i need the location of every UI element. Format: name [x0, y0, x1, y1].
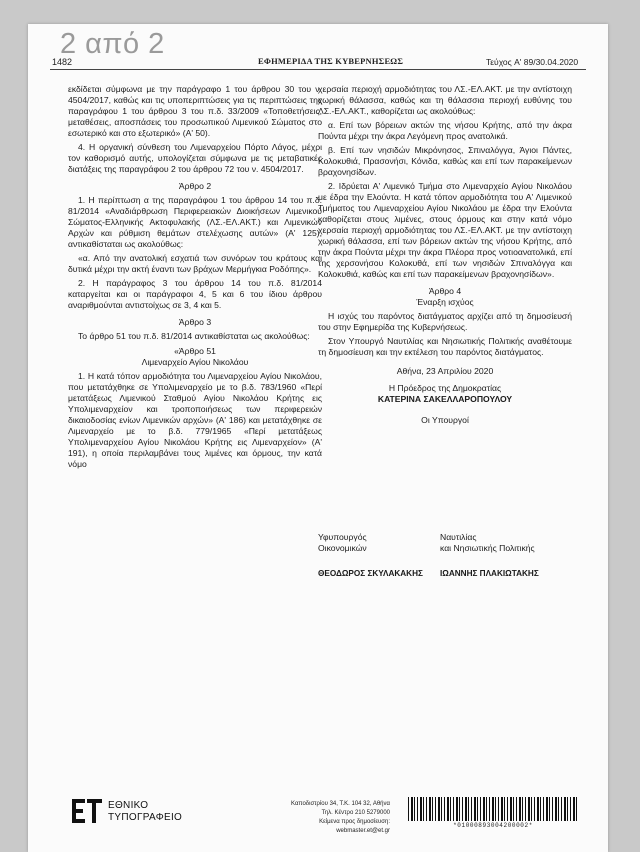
date-line: Αθήνα, 23 Απριλίου 2020	[396, 366, 494, 376]
header-issue: Τεύχος A' 89/30.04.2020	[486, 57, 579, 67]
paragraph: α. Επί των βόρειων ακτών της νήσου Κρήτης, από την άκρα Πούντα μέχρι την άκρα Λεγόμενη προς ανατολικά.	[318, 120, 572, 141]
logo-text: ΕΘΝΙΚΟ ΤΥΠΟΓΡΑΦΕΙΟ	[108, 800, 183, 823]
header-title: ΕΦΗΜΕΡΙΔΑ ΤΗΣ ΚΥΒΕΡΝΗΣΕΩΣ	[258, 56, 404, 66]
paragraph: 1. Η κατά τόπον αρμοδιότητα του Λιμεναρχείου Αγίου Νικολάου, που μετατάχθηκε σε Υπολιμεναρχείο με το β.δ. 783/1960 «Περί μετατάξεως Λιμενικού Σταθμού Αγίου Νικολάου Κρήτης εις Υπολιμεναρχείον και τροποποιήσεως των περιφερειών δικαιοδοσίας ενίων Λιμενικών αρχών» (A' 186) και μετατάχθηκε σε Λιμεναρχείο με το β.δ. 779/1965 «Περί μετατάξεως Υπολιμεναρχείου Αγίου Νικολάου Κρήτης εις Λιμεναρχείον» (A' 191), η οποία περιλαμβάνει τους λιμένες και όρμους, την κατά νόμο	[68, 371, 322, 469]
signatory-name: ΙΩΑΝΝΗΣ ΠΛΑΚΙΩΤΑΚΗΣ	[440, 569, 539, 578]
left-column	[68, 84, 322, 473]
paragraph: β. Επί των νησιδών Μικρόνησος, Σπιναλόγγα, Άγιοι Πάντες, Κολοκυθιά, Πρασονήσι, Κόνιδα, καθώς και επί των παρακείμενων βραχονησίδων.	[318, 145, 572, 177]
article-heading: Άρθρο 2	[178, 181, 212, 191]
article-heading: «Άρθρο 51	[174, 346, 216, 356]
paragraph: 4. Η οργανική σύνθεση του Λιμεναρχείου Πόρτο Λάγος, μέχρι τον καθορισμό αυτής, υπολογίζεται σύμφωνα με τις μεταβατικές διατάξεις της παραγράφου 2 του άρθρου 72 του ν. 4504/2017.	[68, 142, 322, 174]
barcode-number: *01000893004200002*	[453, 822, 533, 829]
signatory-role: Υφυπουργός	[318, 532, 367, 542]
header-divider	[50, 69, 586, 70]
paragraph: 1. Η περίπτωση α της παραγράφου 1 του άρθρου 14 του π.δ. 81/2014 «Αναδιάρθρωση Περιφερειακών Διοικήσεων Λιμενικού Σώματος-Ελληνικής Ακτοφυλακής (ΛΣ.-ΕΛ.ΑΚΤ.) και Λιμενικών Αρχών και ρύθμιση θεμάτων στελέχωσης αυτών» (A' 125), αντικαθίσταται ως ακολούθως:	[68, 195, 322, 249]
signatory-role: Οικονομικών	[318, 543, 367, 553]
paragraph: Στον Υπουργό Ναυτιλίας και Νησιωτικής Πολιτικής αναθέτουμε τη δημοσίευση και την εκτέλεση του παρόντος διατάγματος.	[318, 336, 572, 357]
article-heading: Άρθρο 3	[178, 317, 212, 327]
paragraph: 2. Ιδρύεται Α' Λιμενικό Τμήμα στο Λιμεναρχείο Αγίου Νικολάου με έδρα την Ελούντα. Η κατά τόπον αρμοδιότητα του Α' Λιμενικού Τμήματος του Λιμεναρχείου Αγίου Νικολάου με έδρα την Ελούντα καθορίζεται στους λιμένες, στους όρμους και στην κατά νόμο χερσαία περιοχή αρμοδιότητας του ΛΣ.-ΕΛ.ΑΚΤ. με την αντίστοιχη χωρική θάλασσα, επί των βόρειων ακτών της νήσου Κρήτης, από την άκρα Πούντα μέχρι την άκρα Πλέορα προς νοτιοανατολικά, επί της χερσονήσου Κολοκυθά, επί των νησιδών Σπιναλόγγα και Κολοκυθιά, καθώς και επί των παρακείμενων βραχονησίδων».	[318, 181, 572, 279]
paragraph: Το άρθρο 51 του π.δ. 81/2014 αντικαθίσταται ως ακολούθως:	[78, 331, 310, 341]
signatory-name: ΘΕΟΔΩΡΟΣ ΣΚΥΛΑΚΑΚΗΣ	[318, 569, 423, 578]
article-subheading: Λιμεναρχείο Αγίου Νικολάου	[141, 357, 249, 367]
signatory-role: Ναυτιλίας	[440, 532, 477, 542]
footer-address: Καποδιστρίου 34, Τ.Κ. 104 32, Αθήνα Τηλ. Κέντρο 210 5279000 Κείμενα προς δημοσίευση: webmaster.et@et.gr	[291, 801, 390, 834]
article-subheading: Έναρξη ισχύος	[416, 297, 474, 307]
paragraph: «α. Από την ανατολική εσχατιά των συνόρων του κράτους και δυτικά μέχρι την ακτή έναντι των βράχων Μερμήγκια Ροδόπης».	[68, 253, 322, 274]
page-indicator: 2 από 2	[60, 28, 165, 60]
national-printing-office-logo	[72, 797, 102, 825]
right-column	[318, 84, 572, 429]
president-name: ΚΑΤΕΡΙΝΑ ΣΑΚΕΛΛΑΡΟΠΟΥΛΟΥ	[377, 394, 513, 404]
president-title: Η Πρόεδρος της Δημοκρατίας	[388, 383, 502, 393]
ministers-heading: Οι Υπουργοί	[421, 415, 469, 425]
paragraph: εκδίδεται σύμφωνα με την παράγραφο 1 του άρθρου 30 του ν. 4504/2017, καθώς και τις υποπεριπτώσεις για τις περιπτώσεις της παραγράφου 1 του άρθρου 3 του π.δ. 33/2009 «Τοποθετήσεις, μεταθέσεις, αποσπάσεις του προσωπικού Λιμενικού Σώματος στο εσωτερικό και στο εξωτερικό» (A' 50).	[68, 84, 322, 138]
header-page-number: 1482	[52, 57, 73, 67]
paragraph: Η ισχύς του παρόντος διατάγματος αρχίζει από τη δημοσίευσή του στην Εφημερίδα της Κυβερνήσεως.	[318, 311, 572, 332]
signatures-block	[318, 532, 576, 579]
paragraph: χερσαία περιοχή αρμοδιότητας του ΛΣ.-ΕΛ.ΑΚΤ. με την αντίστοιχη χωρική θάλασσα, καθώς και τη θάλασσια περιοχή ευθύνης του ΛΣ.-ΕΛ.ΑΚΤ., καθορίζεται ως ακολούθως:	[318, 84, 572, 116]
barcode	[408, 797, 578, 821]
paragraph: 2. Η παράγραφος 3 του άρθρου 14 του π.δ. 81/2014 καταργείται και οι παράγραφοι 4, 5 και 6 του ίδιου άρθρου αναριθμούνται αντιστοίχως σε 3, 4 και 5.	[68, 278, 322, 310]
signatory-role: και Νησιωτικής Πολιτικής	[440, 543, 535, 553]
article-heading: Άρθρο 4	[428, 286, 462, 296]
